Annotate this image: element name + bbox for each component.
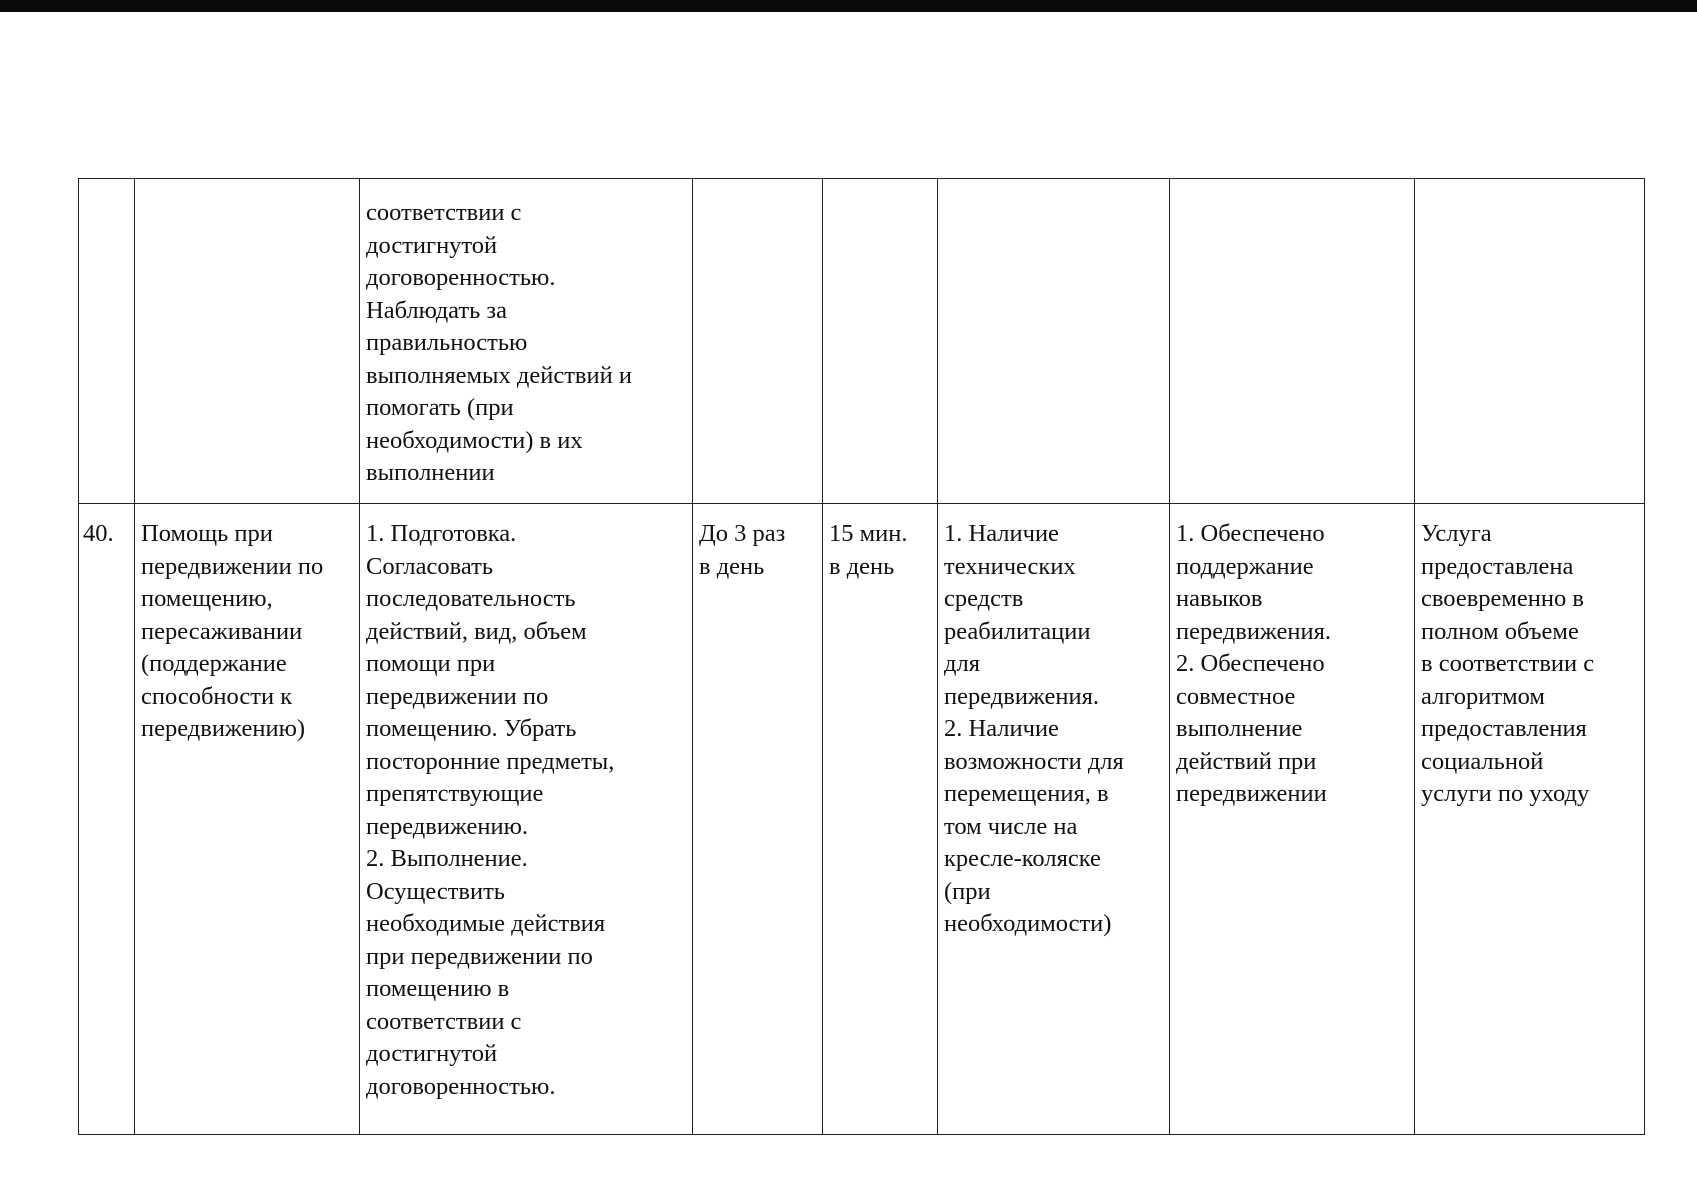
- table-row-40: [79, 504, 1645, 1135]
- cell-time: [823, 179, 938, 504]
- cell-result: 1. Обеспечено поддержание навыков передвижения. 2. Обеспечено совместное выполнение действий при передвижении: [1170, 504, 1415, 1135]
- cell-result: [1170, 179, 1415, 504]
- cell-service-name: [135, 179, 360, 504]
- cell-frequency: [693, 179, 823, 504]
- cell-service-name: Помощь при передвижении по помещению, пересаживании (поддержание способности к передвижению): [135, 504, 360, 1135]
- cell-quality: Услуга предоставлена своевременно в полном объеме в соответствии с алгоритмом предоставления социальной услуги по уходу: [1415, 504, 1645, 1135]
- cell-conditions: 1. Наличие технических средств реабилитации для передвижения. 2. Наличие возможности для перемещения, в том числе на кресле-коляске (при необходимости): [938, 504, 1170, 1135]
- cell-conditions: [938, 179, 1170, 504]
- cell-quality: [1415, 179, 1645, 504]
- services-table-container: [78, 178, 1644, 1135]
- services-table: [78, 178, 1645, 1135]
- cell-frequency: До 3 раз в день: [693, 504, 823, 1135]
- cell-service-content: соответствии с достигнутой договоренностью. Наблюдать за правильностью выполняемых действий и помогать (при необходимости) в их выполнении: [360, 179, 693, 504]
- scan-border-top: [0, 0, 1697, 12]
- cell-service-content: 1. Подготовка. Согласовать последовательность действий, вид, объем помощи при передвижении по помещению. Убрать посторонние предметы, препятствующие передвижению. 2. Выполнение. Осуществить необходимые действия при передвижении по помещению в соответствии с достигнутой договоренностью.: [360, 504, 693, 1135]
- table-row-continuation: [79, 179, 1645, 504]
- cell-num: 40.: [79, 504, 135, 1135]
- cell-num: [79, 179, 135, 504]
- cell-time: 15 мин. в день: [823, 504, 938, 1135]
